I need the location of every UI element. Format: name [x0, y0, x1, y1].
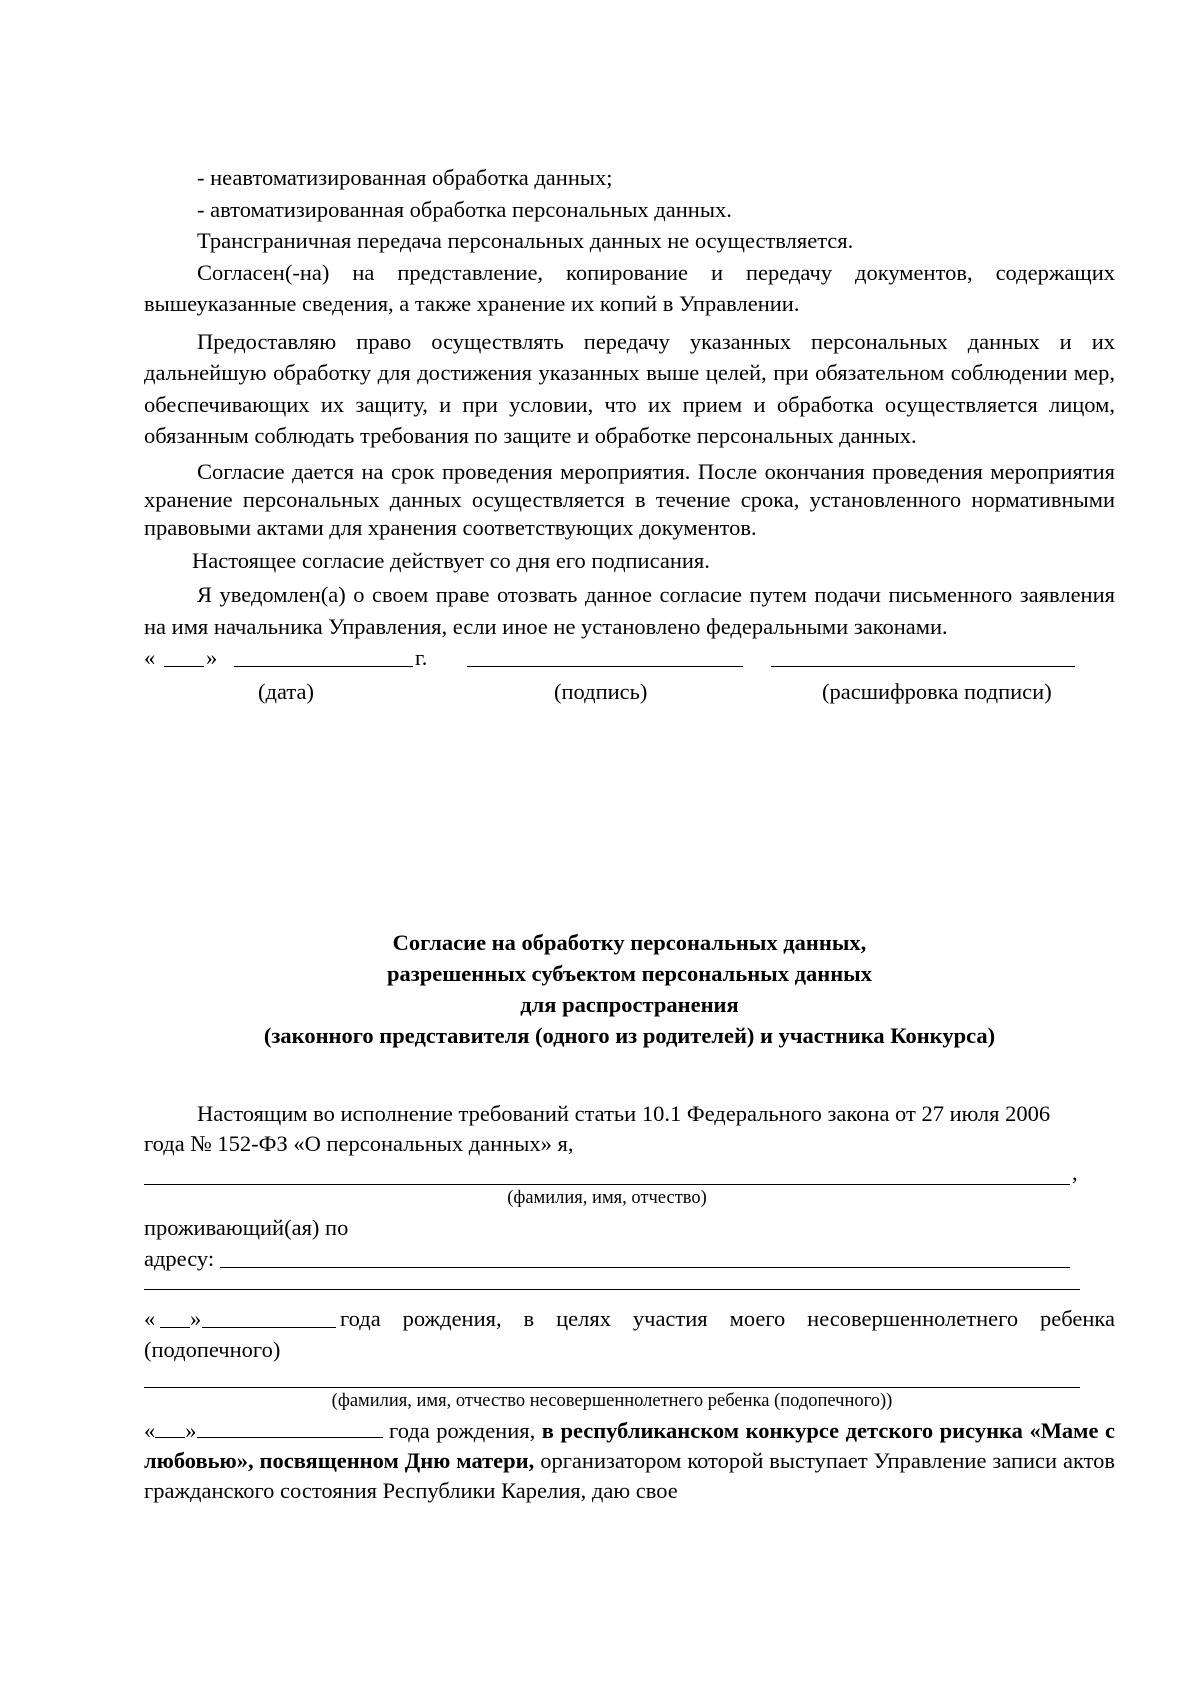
- address-blank[interactable]: [220, 1244, 1070, 1268]
- title-line-4: (законного представителя (одного из родителей) и участника Конкурса): [263, 1023, 996, 1048]
- address-label: адресу:: [144, 1246, 215, 1271]
- child-birth-text: года рождения,: [389, 1418, 536, 1443]
- date-year-suffix: г.: [415, 645, 428, 670]
- caption-date: (дата): [258, 679, 314, 704]
- birth-row: [144, 1303, 1115, 1334]
- document-body: [144, 162, 1115, 1506]
- residing-label: проживающий(ая) по: [144, 1215, 349, 1240]
- child-birth-month-blank[interactable]: [197, 1414, 383, 1438]
- date-day-blank[interactable]: [164, 643, 204, 667]
- caption-signature-decode: (расшифровка подписи): [822, 679, 1052, 704]
- ward-label: (подопечного): [144, 1337, 281, 1362]
- address-line2-row: [144, 1273, 1115, 1297]
- fio-line-row: [144, 1161, 1115, 1191]
- term-paragraph: Согласие дается на срок проведения мероприятия. После окончания проведения мероприятия хранение персональных данных осуществляется в течение срока, установленного нормативными правовыми актами для хранения соответствующих документов.: [144, 458, 1115, 540]
- caption-fio: (фамилия, имя, отчество): [507, 1188, 707, 1208]
- birth-open-quote: «: [144, 1306, 156, 1331]
- child-birth-day-blank[interactable]: [155, 1414, 185, 1438]
- bullet-automated: - автоматизированная обработка персональных данных.: [197, 196, 732, 222]
- date-month-blank[interactable]: [234, 643, 413, 667]
- crossborder-paragraph: Трансграничная передача персональных данных не осуществляется.: [197, 228, 854, 253]
- section-title: [144, 927, 1115, 1051]
- birth-close-quote: »: [190, 1306, 202, 1331]
- fio-blank[interactable]: [144, 1161, 1070, 1185]
- revoke-paragraph: Я уведомлен(а) о своем праве отозвать данное согласие путем подачи письменного заявления на имя начальника Управления, если иное не установлено федеральными законами.: [144, 582, 1115, 639]
- signature-line-row: [144, 642, 1115, 674]
- signature-captions-row: [144, 676, 1115, 712]
- consent-copy-paragraph: Согласен(-на) на представление, копирование и передачу документов, содержащих вышеуказанные сведения, а также хранение их копий в Управлении.: [144, 259, 1115, 316]
- child-birth-close-quote: »: [185, 1418, 197, 1443]
- contest-name: в республиканском конкурсе детского рисунка «Маме с любовью», посвященном Дню матери,: [144, 1418, 1116, 1473]
- title-line-2: разрешенных субъектом персональных данных: [386, 961, 872, 986]
- organizer-text: организатором которой выступает Управление записи актов гражданского состояния Республики Карелия, даю свое: [144, 1448, 1116, 1503]
- address-blank-line2[interactable]: [144, 1273, 1080, 1290]
- valid-from-paragraph: Настоящее согласие действует со дня его подписания.: [192, 547, 710, 573]
- intro-paragraph: Настоящим во исполнение требований статьи 10.1 Федерального закона от 27 июля 2006 года № 152-ФЗ «О персональных данных» я,: [144, 1101, 1051, 1156]
- date-close-quote: »: [206, 645, 218, 670]
- birth-day-blank[interactable]: [160, 1304, 190, 1328]
- address-row: [144, 1243, 1115, 1273]
- title-line-3: для распространения: [520, 992, 739, 1017]
- grant-right-paragraph: Предоставляю право осуществлять передачу указанных персональных данных и их дальнейшую обработку для достижения указанных выше целей, при обязательном соблюдении мер, обеспечивающих их защиту, и при условии, что их прием и обработка осуществляется лицом, обязанным соблюдать требования по защите и обработке персональных данных.: [144, 328, 1115, 448]
- birth-text: года рождения, в целях участия моего несовершеннолетнего ребенка: [340, 1306, 1115, 1331]
- child-fio-blank[interactable]: [144, 1368, 1080, 1388]
- caption-child-fio: (фамилия, имя, отчество несовершеннолетнего ребенка (подопечного)): [331, 1391, 893, 1411]
- signature-decode-blank[interactable]: [771, 643, 1075, 667]
- contest-paragraph: [144, 1414, 1115, 1506]
- signature-blank[interactable]: [467, 643, 743, 667]
- child-birth-open-quote: «: [144, 1418, 156, 1443]
- fio-comma: ,: [1072, 1160, 1078, 1185]
- birth-month-blank[interactable]: [202, 1304, 336, 1328]
- child-fio-line-row: [144, 1368, 1115, 1394]
- date-open-quote: «: [144, 645, 156, 670]
- caption-signature: (подпись): [554, 679, 648, 704]
- bullet-nonautomated: - неавтоматизированная обработка данных;: [197, 165, 613, 190]
- title-line-1: Согласие на обработку персональных данных,: [392, 930, 867, 955]
